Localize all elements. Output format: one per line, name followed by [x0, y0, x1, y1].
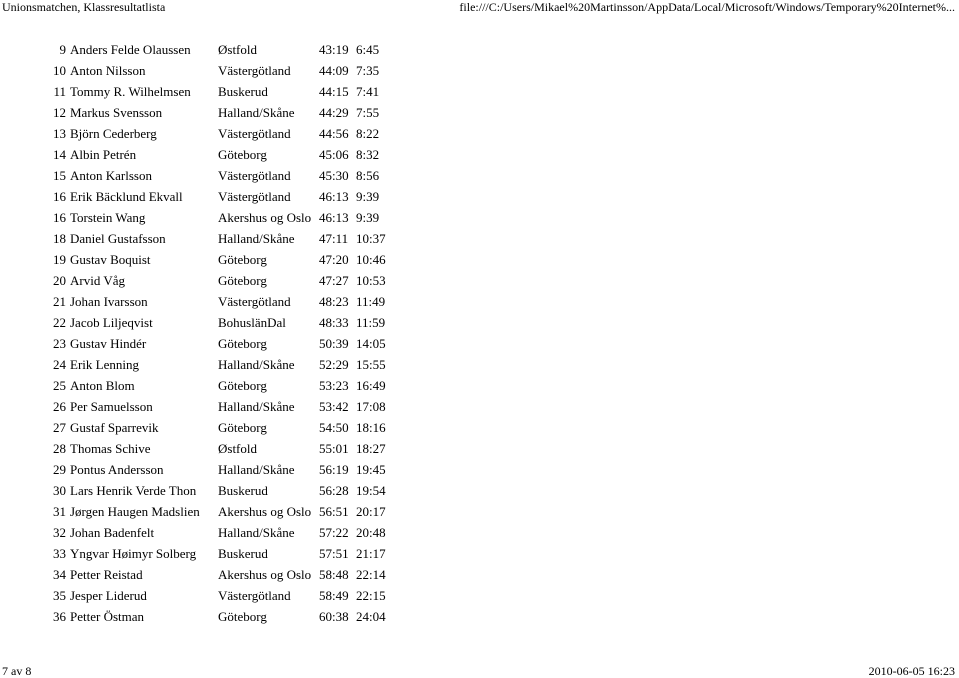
result-time: 58:49 [319, 588, 349, 603]
result-name: Yngvar Høimyr Solberg [70, 546, 197, 561]
result-row [0, 336, 420, 357]
result-name: Jørgen Haugen Madslien [70, 504, 200, 519]
result-rank: 36 [53, 609, 66, 624]
result-row [0, 420, 420, 441]
result-diff: 19:54 [356, 483, 386, 498]
result-club: Akershus og Oslo [218, 504, 312, 519]
result-time: 47:11 [319, 231, 349, 246]
result-rank: 24 [53, 357, 66, 372]
result-name: Tommy R. Wilhelmsen [70, 84, 191, 99]
result-rank: 11 [53, 84, 66, 99]
result-club: Buskerud [218, 84, 268, 99]
result-rank: 16 [53, 189, 66, 204]
result-club: Göteborg [218, 336, 267, 351]
result-diff: 8:56 [356, 168, 380, 183]
result-rank: 30 [53, 483, 66, 498]
result-diff: 18:27 [356, 441, 386, 456]
result-row [0, 315, 420, 336]
result-time: 44:15 [319, 84, 349, 99]
result-club: Göteborg [218, 273, 267, 288]
result-club: Akershus og Oslo [218, 210, 312, 225]
result-diff: 11:49 [356, 294, 386, 309]
result-club: Buskerud [218, 483, 268, 498]
result-row [0, 441, 420, 462]
result-row [0, 399, 420, 420]
result-row [0, 210, 420, 231]
result-name: Pontus Andersson [70, 462, 164, 477]
result-diff: 10:46 [356, 252, 386, 267]
result-club: Göteborg [218, 609, 267, 624]
result-rank: 9 [59, 42, 66, 57]
result-club: Buskerud [218, 546, 268, 561]
result-rank: 15 [53, 168, 66, 183]
result-rank: 19 [53, 252, 66, 267]
result-club: Göteborg [218, 378, 267, 393]
result-diff: 20:48 [356, 525, 386, 540]
result-diff: 15:55 [356, 357, 386, 372]
result-name: Torstein Wang [70, 210, 146, 225]
result-row [0, 105, 420, 126]
result-club: Västergötland [218, 588, 291, 603]
result-club: Göteborg [218, 252, 267, 267]
result-diff: 7:55 [356, 105, 380, 120]
result-name: Lars Henrik Verde Thon [70, 483, 197, 498]
result-time: 45:30 [319, 168, 349, 183]
result-club: Halland/Skåne [218, 399, 295, 414]
result-time: 56:19 [319, 462, 349, 477]
result-rank: 27 [53, 420, 66, 435]
result-club: Göteborg [218, 420, 267, 435]
result-diff: 9:39 [356, 210, 380, 225]
result-diff: 16:49 [356, 378, 386, 393]
result-rank: 35 [53, 588, 66, 603]
result-diff: 7:35 [356, 63, 380, 78]
result-name: Anton Karlsson [70, 168, 152, 183]
result-row [0, 147, 420, 168]
result-diff: 8:32 [356, 147, 380, 162]
result-name: Björn Cederberg [70, 126, 157, 141]
result-rank: 32 [53, 525, 66, 540]
result-club: Østfold [218, 42, 257, 57]
result-time: 54:50 [319, 420, 349, 435]
result-club: Västergötland [218, 294, 291, 309]
result-club: Halland/Skåne [218, 462, 295, 477]
result-row [0, 357, 420, 378]
result-rank: 28 [53, 441, 66, 456]
result-row [0, 588, 420, 609]
result-row [0, 273, 420, 294]
result-diff: 19:45 [356, 462, 386, 477]
result-rank: 20 [53, 273, 66, 288]
result-rank: 16 [53, 210, 66, 225]
result-rank: 21 [53, 294, 66, 309]
result-rank: 12 [53, 105, 66, 120]
result-row [0, 63, 420, 84]
result-time: 47:27 [319, 273, 349, 288]
result-club: Halland/Skåne [218, 231, 295, 246]
result-club: Halland/Skåne [218, 105, 295, 120]
result-time: 56:51 [319, 504, 349, 519]
result-row [0, 168, 420, 189]
result-row [0, 231, 420, 252]
result-name: Johan Badenfelt [70, 525, 155, 540]
result-diff: 22:14 [356, 567, 386, 582]
result-name: Anton Nilsson [70, 63, 146, 78]
print-header-url: file:///C:/Users/Mikael%20Martinsson/AppData/Local/Microsoft/Windows/Temporary%20Internet%... [459, 0, 955, 14]
result-diff: 18:16 [356, 420, 386, 435]
result-time: 44:56 [319, 126, 349, 141]
result-time: 48:23 [319, 294, 349, 309]
result-rank: 26 [53, 399, 66, 414]
result-row [0, 189, 420, 210]
result-row [0, 462, 420, 483]
result-time: 46:13 [319, 189, 349, 204]
result-name: Thomas Schive [70, 441, 151, 456]
result-name: Jacob Liljeqvist [70, 315, 153, 330]
result-name: Anton Blom [70, 378, 135, 393]
result-row [0, 294, 420, 315]
result-diff: 22:15 [356, 588, 386, 603]
result-rank: 18 [53, 231, 66, 246]
result-time: 45:06 [319, 147, 349, 162]
result-name: Petter Östman [70, 609, 145, 624]
results-table [0, 42, 420, 630]
result-name: Petter Reistad [70, 567, 143, 582]
result-row [0, 567, 420, 588]
result-row [0, 378, 420, 399]
result-time: 50:39 [319, 336, 349, 351]
result-rank: 34 [53, 567, 66, 582]
result-club: BohuslänDal [218, 315, 286, 330]
result-diff: 11:59 [356, 315, 386, 330]
result-name: Gustav Boquist [70, 252, 151, 267]
result-time: 58:48 [319, 567, 349, 582]
result-time: 57:51 [319, 546, 349, 561]
result-row [0, 609, 420, 630]
result-time: 44:09 [319, 63, 349, 78]
result-diff: 17:08 [356, 399, 386, 414]
print-header-title: Unionsmatchen, Klassresultatlista [2, 0, 166, 14]
result-diff: 6:45 [356, 42, 380, 57]
result-name: Johan Ivarsson [70, 294, 148, 309]
result-name: Erik Lenning [70, 357, 139, 372]
result-club: Västergötland [218, 63, 291, 78]
result-diff: 8:22 [356, 126, 380, 141]
result-time: 57:22 [319, 525, 349, 540]
result-diff: 10:53 [356, 273, 386, 288]
result-time: 48:33 [319, 315, 349, 330]
result-club: Akershus og Oslo [218, 567, 312, 582]
result-time: 56:28 [319, 483, 349, 498]
result-name: Markus Svensson [70, 105, 163, 120]
result-rank: 13 [53, 126, 66, 141]
result-diff: 10:37 [356, 231, 386, 246]
result-time: 53:42 [319, 399, 349, 414]
result-time: 44:29 [319, 105, 349, 120]
result-time: 53:23 [319, 378, 349, 393]
result-name: Erik Bäcklund Ekvall [70, 189, 183, 204]
result-club: Halland/Skåne [218, 525, 295, 540]
page-number: 7 av 8 [2, 664, 32, 678]
result-diff: 14:05 [356, 336, 386, 351]
result-diff: 9:39 [356, 189, 380, 204]
result-diff: 24:04 [356, 609, 386, 624]
result-club: Västergötland [218, 126, 291, 141]
result-name: Anders Felde Olaussen [70, 42, 191, 57]
result-rank: 22 [53, 315, 66, 330]
result-diff: 7:41 [356, 84, 380, 99]
result-name: Per Samuelsson [70, 399, 153, 414]
result-name: Arvid Våg [70, 273, 126, 288]
result-club: Halland/Skåne [218, 357, 295, 372]
result-diff: 21:17 [356, 546, 386, 561]
result-time: 47:20 [319, 252, 349, 267]
result-time: 52:29 [319, 357, 349, 372]
result-row [0, 525, 420, 546]
result-row [0, 126, 420, 147]
result-rank: 14 [53, 147, 66, 162]
result-rank: 23 [53, 336, 66, 351]
result-row [0, 42, 420, 63]
result-diff: 20:17 [356, 504, 386, 519]
result-club: Västergötland [218, 189, 291, 204]
result-name: Gustav Hindér [70, 336, 147, 351]
result-name: Albin Petrén [70, 147, 137, 162]
result-name: Daniel Gustafsson [70, 231, 166, 246]
result-rank: 10 [53, 63, 66, 78]
result-name: Jesper Liderud [70, 588, 147, 603]
result-row [0, 483, 420, 504]
result-time: 46:13 [319, 210, 349, 225]
result-row [0, 252, 420, 273]
result-club: Göteborg [218, 147, 267, 162]
result-club: Østfold [218, 441, 257, 456]
result-row [0, 504, 420, 525]
result-rank: 31 [53, 504, 66, 519]
result-rank: 25 [53, 378, 66, 393]
result-name: Gustaf Sparrevik [70, 420, 159, 435]
result-row [0, 546, 420, 567]
result-club: Västergötland [218, 168, 291, 183]
result-time: 60:38 [319, 609, 349, 624]
print-datetime: 2010-06-05 16:23 [868, 664, 955, 678]
result-time: 43:19 [319, 42, 349, 57]
result-rank: 29 [53, 462, 66, 477]
result-time: 55:01 [319, 441, 349, 456]
result-row [0, 84, 420, 105]
result-rank: 33 [53, 546, 66, 561]
